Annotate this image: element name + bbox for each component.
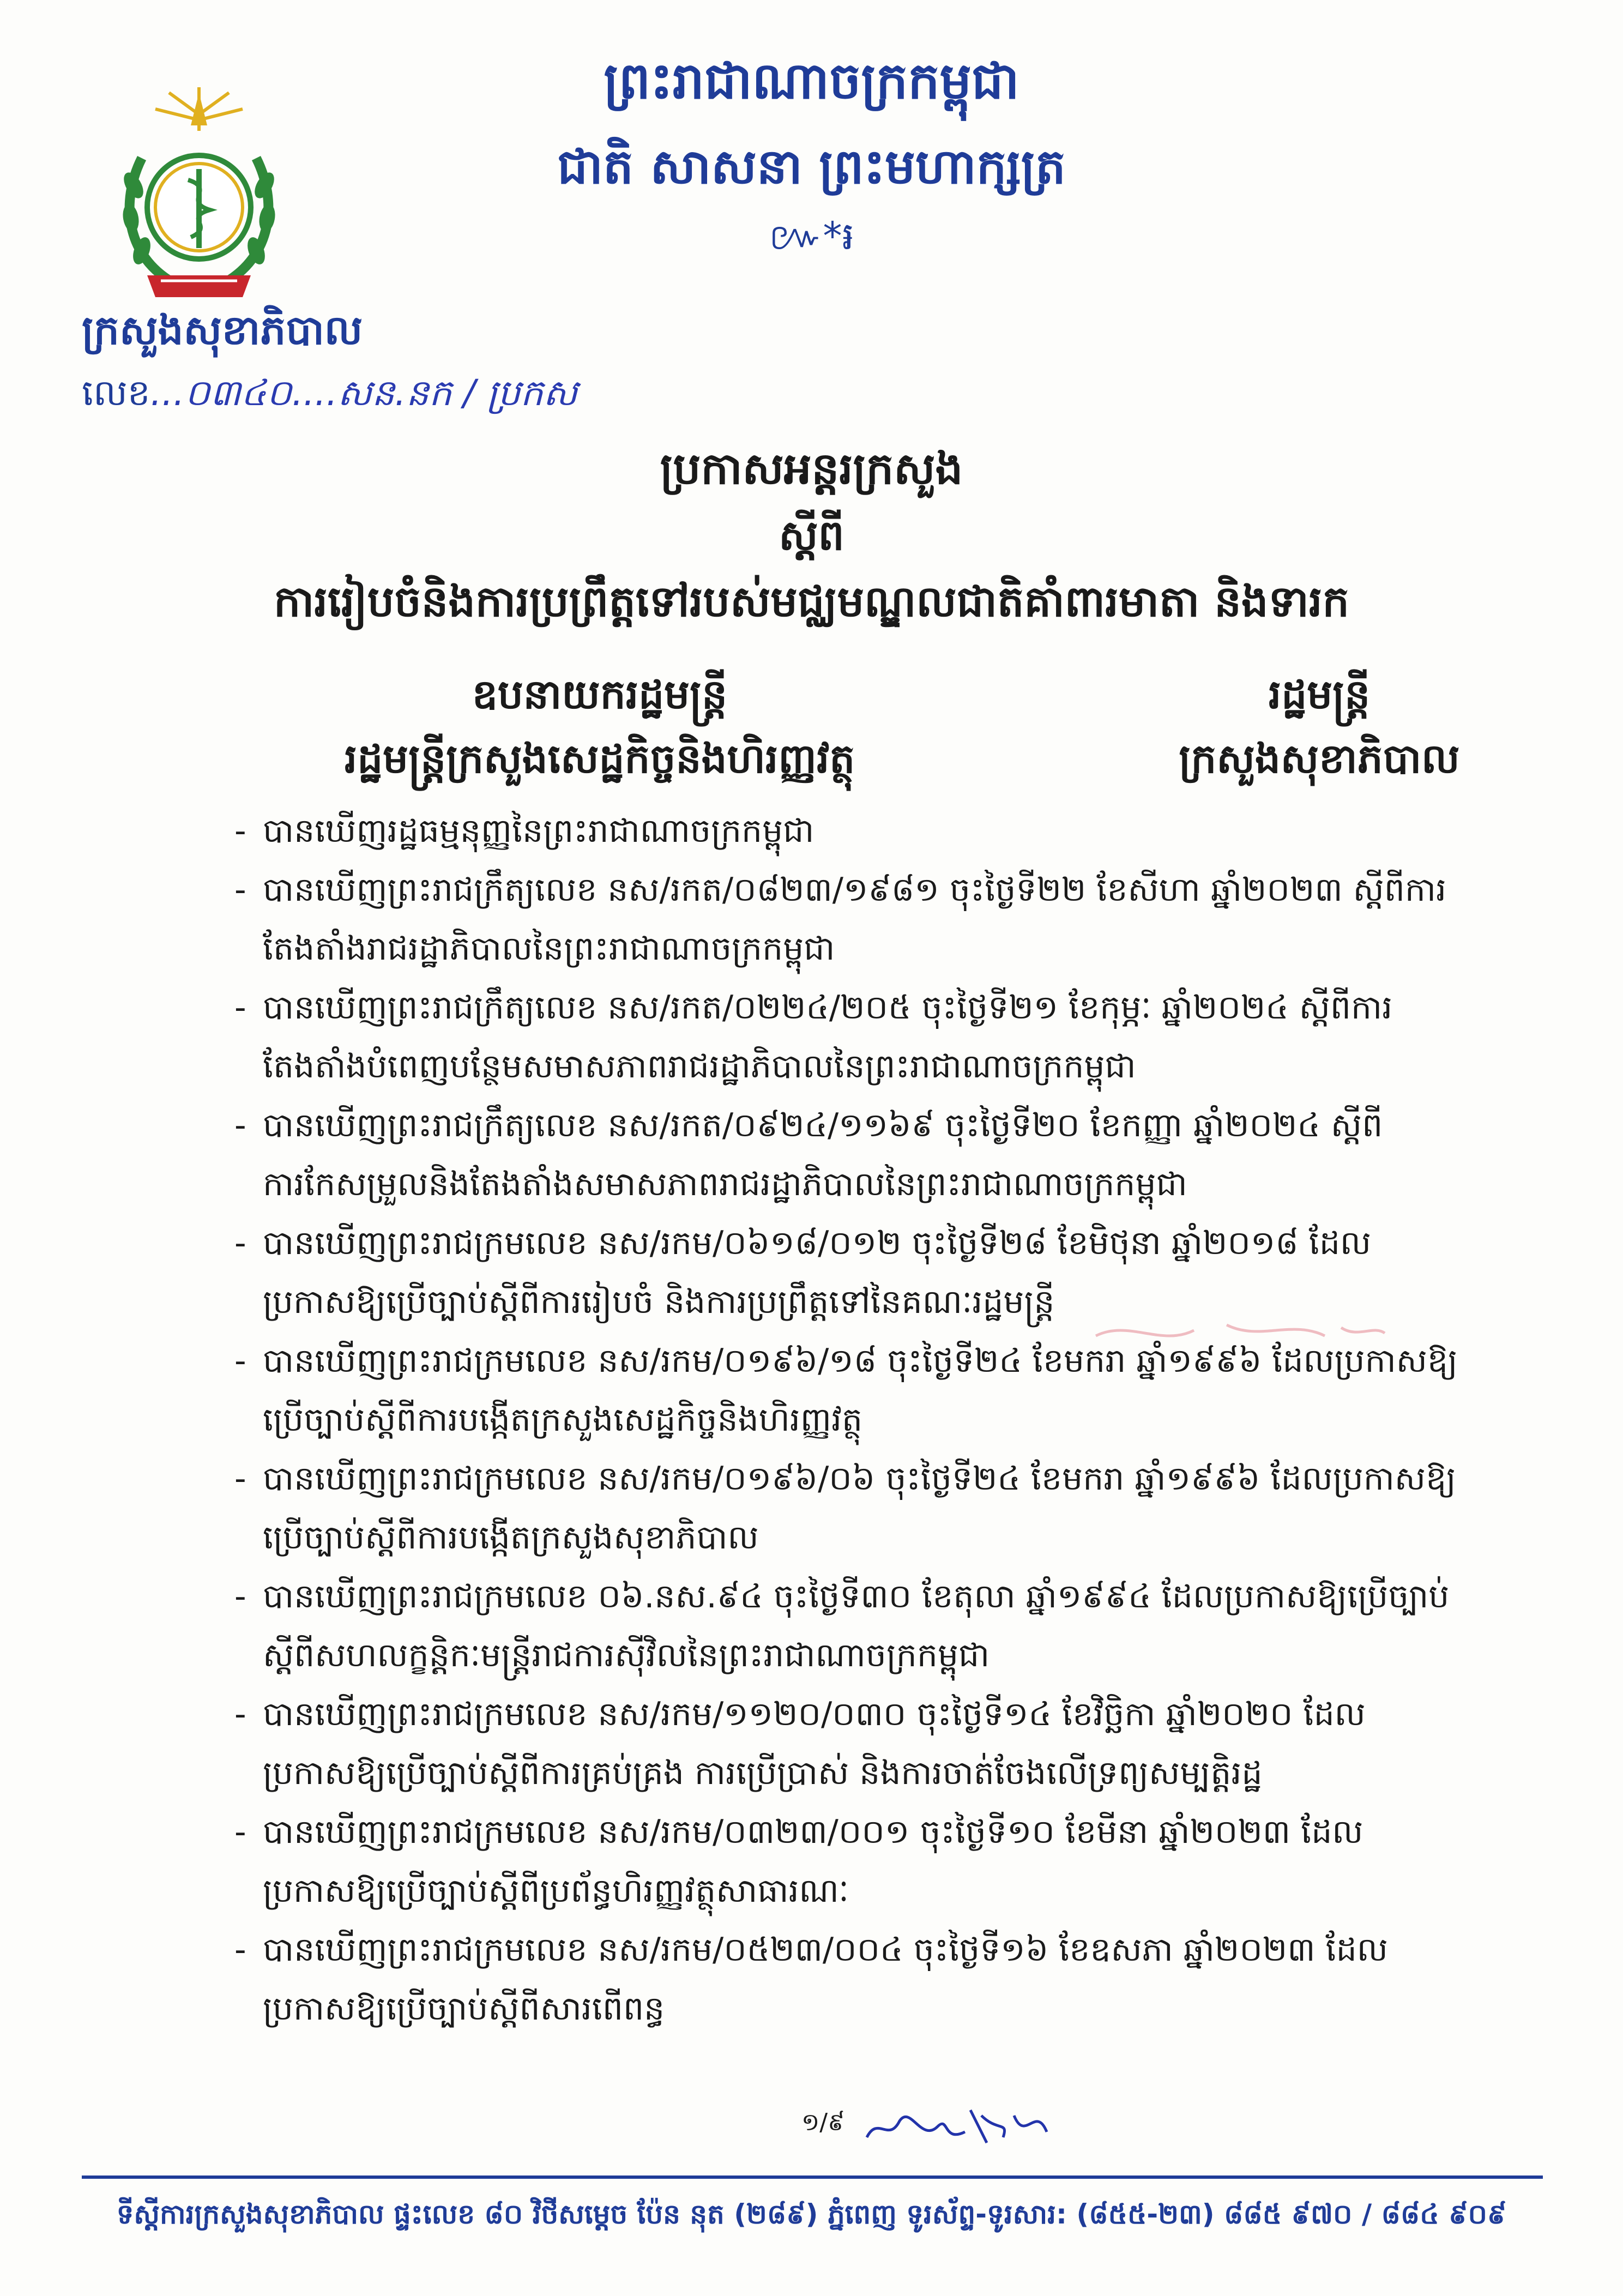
list-item: - បានឃើញព្រះរាជក្រមលេខ នស/រកម/១១២០/០៣០ ចុះថ្ងៃទី១៤ ខែវិច្ឆិកា ឆ្នាំ២០២០ ដែលប្រកាសឱ្យប្រើច្បាប់ស្តីពីការគ្រប់គ្រង ការប្រើប្រាស់ និងការចាត់ចែងលើទ្រព្យសម្បត្តិរដ្ឋ — [234, 1695, 1366, 1792]
signatory-right-office: ក្រសួងសុខាភិបាល — [1179, 736, 1460, 782]
footer-divider — [82, 2176, 1543, 2179]
footer-address: ទីស្តីការក្រសួងសុខាភិបាល ផ្ទះលេខ ៨០ វិថីសម្តេច ប៉ែន នុត (២៨៩) ភ្នំពេញ ទូរស័ព្ទ-ទូរសារ: (៨៥៥-២៣) ៨៨៥ ៩៧០ / ៨៨៤ ៩០៩ — [116, 2198, 1507, 2230]
document-subject-label: ស្តីពី — [779, 511, 844, 559]
document-subject: ការរៀបចំនិងការប្រព្រឹត្តទៅរបស់មជ្ឈមណ្ឌលជាតិគាំពារមាតា និងទារក — [274, 577, 1349, 626]
document-title: ប្រកាសអន្តរក្រសួង — [660, 443, 963, 494]
page-number: ១/៩ — [801, 2108, 845, 2136]
list-item: - បានឃើញព្រះរាជក្រមលេខ នស/រកម/០៦១៨/០១២ ចុះថ្ងៃទី២៨ ខែមិថុនា ឆ្នាំ២០១៨ ដែលប្រកាសឱ្យប្រើច្បាប់ស្តីពីការរៀបចំ និងការប្រព្រឹត្តទៅនៃគណៈរដ្ឋមន្ត្រី — [234, 1224, 1372, 1321]
list-item: - បានឃើញព្រះរាជក្រមលេខ នស/រកម/០១៩៦/០៦ ចុះថ្ងៃទី២៤ ខែមករា ឆ្នាំ១៩៩៦ ដែលប្រកាសឱ្យប្រើច្បាប់ស្តីពីការបង្កើតក្រសួងសុខាភិបាល — [234, 1460, 1456, 1557]
kingdom-heading: ព្រះរាជាណាចក្រកម្ពុជា — [604, 52, 1019, 110]
signatory-right — [1101, 662, 1537, 791]
list-item: - បានឃើញព្រះរាជក្រមលេខ នស/រកម/០៣២៣/០០១ ចុះថ្ងៃទី១០ ខែមីនា ឆ្នាំ២០២៣ ដែលប្រកាសឱ្យប្រើច្បាប់ស្តីពីប្រព័ន្ធហិរញ្ញវត្ថុសាធារណៈ — [234, 1813, 1363, 1910]
motto-heading: ជាតិ សាសនា ព្រះមហាក្សត្រ — [557, 138, 1066, 195]
ref-prefix: លេខ — [82, 372, 150, 414]
handwritten-initials-signature — [861, 2094, 1052, 2154]
reference-number — [82, 371, 577, 423]
preamble-list — [234, 802, 1483, 2038]
ref-number-handwritten: ...០៣៤០....សន.នក / ប្រកស — [150, 372, 578, 414]
signatory-right-title: រដ្ឋមន្ត្រី — [1268, 671, 1371, 718]
list-item: - បានឃើញព្រះរាជក្រឹត្យលេខ នស/រកត/០៩២៤/១១៦៩ ចុះថ្ងៃទី២០ ខែកញ្ញា ឆ្នាំ២០២៤ ស្តីពីការកែសម្រួលនិងតែងតាំងសមាសភាពរាជរដ្ឋាភិបាលនៃព្រះរាជាណាចក្រកម្ពុជា — [234, 1106, 1383, 1203]
signatory-left-title: ឧបនាយករដ្ឋមន្ត្រី — [472, 671, 728, 718]
list-item: - បានឃើញព្រះរាជក្រមលេខ នស/រកម/០១៩៦/១៨ ចុះថ្ងៃទី២៤ ខែមករា ឆ្នាំ១៩៩៦ ដែលប្រកាសឱ្យប្រើច្បាប់ស្តីពីការបង្កើតក្រសួងសេដ្ឋកិច្ចនិងហិរញ្ញវត្ថុ — [234, 1342, 1458, 1439]
issuing-ministry: ក្រសួងសុខាភិបាល — [82, 307, 363, 354]
list-item: - បានឃើញរដ្ឋធម្មនុញ្ញនៃព្រះរាជាណាចក្រកម្ពុជា — [234, 812, 814, 850]
list-item: - បានឃើញព្រះរាជក្រឹត្យលេខ នស/រកត/០២២៤/២០៥ ចុះថ្ងៃទី២១ ខែកុម្ភៈ ឆ្នាំ២០២៤ ស្តីពីការតែងតាំងបំពេញបន្ថែមសមាសភាពរាជរដ្ឋាភិបាលនៃព្រះរាជាណាចក្រកម្ពុជា — [234, 989, 1393, 1086]
list-item: - បានឃើញព្រះរាជក្រឹត្យលេខ នស/រកត/០៨២៣/១៩៨១ ចុះថ្ងៃទី២២ ខែសីហា ឆ្នាំ២០២៣ ស្តីពីការតែងតាំងរាជរដ្ឋាភិបាលនៃព្រះរាជាណាចក្រកម្ពុជា — [234, 871, 1447, 968]
list-item: - បានឃើញព្រះរាជក្រមលេខ ០៦.នស.៩៤ ចុះថ្ងៃទី៣០ ខែតុលា ឆ្នាំ១៩៩៤ ដែលប្រកាសឱ្យប្រើច្បាប់ស្តីពីសហលក្ខន្តិកៈមន្ត្រីរាជការស៊ីវិលនៃព្រះរាជាណាចក្រកម្ពុជា — [234, 1577, 1450, 1674]
ornament-divider: ៚*៛ — [769, 214, 854, 258]
signatory-left-office: រដ្ឋមន្ត្រីក្រសួងសេដ្ឋកិច្ចនិងហិរញ្ញវត្ថុ — [344, 736, 855, 782]
list-item: - បានឃើញព្រះរាជក្រមលេខ នស/រកម/០៥២៣/០០៤ ចុះថ្ងៃទី១៦ ខែឧសភា ឆ្នាំ២០២៣ ដែលប្រកាសឱ្យប្រើច្បាប់ស្តីពីសារពើពន្ធ — [234, 1931, 1388, 2028]
ministry-emblem-icon — [109, 82, 289, 311]
signatory-left — [218, 662, 981, 791]
